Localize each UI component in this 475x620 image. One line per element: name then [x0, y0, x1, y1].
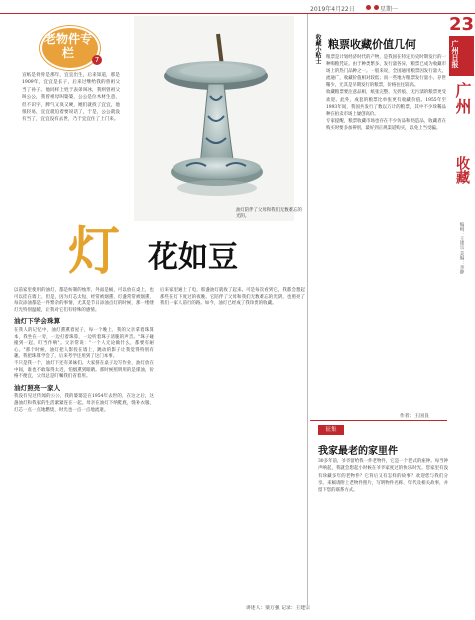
section-rule	[310, 420, 447, 421]
header-rule	[0, 13, 475, 14]
column-logo-text: 老物件专栏	[43, 32, 92, 60]
article-paragraph: 我没有见过传闻的公公，我的婆婆是在1954年去世的，在这之后，这盏油灯和我家的生活紧紧连在一起。母亲在油灯下纳鞋底，缝补衣服，灯芯一点一点地燃烧，时光也一点一点地流逝。	[14, 394, 154, 413]
column-logo	[24, 22, 114, 74]
red-dot-icon	[366, 5, 371, 10]
oil-lamp-illustration	[134, 16, 294, 221]
section-masthead	[448, 14, 475, 620]
editors-credit: 编辑：王建宗 美编：李静	[459, 222, 464, 275]
page-number: 23	[448, 14, 475, 35]
oil-lamp-photo	[134, 16, 294, 221]
article-subhead: 油灯照亮一家人	[14, 383, 61, 392]
article-column-1	[14, 288, 154, 414]
tips-body	[326, 54, 446, 132]
article-paragraph: 后来家里通上了电，那盏油灯就收了起来。可是每次看到它，我都会想起那些在灯下度过的夜晚。它陪伴了父母和我们无数难忘的光阴，也照亮了我们一家人前行的路。如今，油灯已经成了我珍贵的收藏。	[160, 288, 305, 307]
subsection-name: 收藏	[454, 156, 470, 184]
section-name: 广州	[453, 82, 472, 114]
article-paragraph: 不只是我一个，油灯下还有弟妹们。大家挤在桌子边写作业，油灯放在中间，谁也不敢靠得太近，怕烟熏到眼睛。那时候照明用的是煤油，价格不便宜，父母总是叮嘱我们省着用。	[14, 360, 154, 380]
collect-tag: 征集	[318, 425, 344, 435]
article-byline: 讲述人：梁万强 记录：王建宗	[246, 606, 310, 611]
tips-paragraph: 收藏粮票要注意品相，纸张完整、无折痕、无污渍的粮票更受欢迎。此外，成套的粮票比单张更有收藏价值。1955年至1993年间，我国共发行了数以万计的粮票，其中不少珍稀品种在拍卖市场上屡创高价。	[326, 90, 446, 117]
collect-body: 30多年前，爷爷留给我一件老物件，它是一个老式的座钟。每当钟声响起，我就会想起小时候在爷爷家度过的快乐时光。您家里有没有珍藏多年的老物件？它背后又有怎样的故事？欢迎您与我们分享。来稿请附上老物件照片，写明物件名称、年代及相关故事，并留下您的联系方式。	[318, 459, 448, 494]
article-paragraph: 在我人的记忆中，油灯熏熏着屋子，每一个晚上，我的父亲拿着珠算本，我坐在一旁，一边打着珠算，一边听着珠子清脆的声音。"珠子碰撞到一起，叮当作响"。父亲常说："一个人无论做什么，都要有耐心。"那个时候，油灯把人影投在墙上，跳动的影子让我觉得特别有趣。我把珠算学会了，后来考学还用到了这门本事。	[14, 327, 154, 360]
article-headline	[68, 222, 268, 288]
intro-paragraph: 宣纸是骨骨是那年，宜宜出生，后来知道，那是1909年，宜宜是长子，后来过继给我的曾祖父当了孙子。他同样上姓于表弟叫冰，我则曾祖父叫公公，我曾祖母叫婆婆，公公是位木材生意，但不识字，脾气又臭又硬，她们就找了宜宜，他很轻易，宜宜就迫着要说话了，于是，公公就没有当了，宜宜没有去世，乃于宜宜住了上门来。	[22, 73, 120, 123]
tips-byline: 作者：王国良	[400, 414, 429, 419]
tips-paragraph: 专家提醒，粮票收藏市场也存在不少仿品和伪造品，收藏者在购买时要多加辨别，最好到正规渠道购买，以免上当受骗。	[326, 118, 446, 131]
headline-big-char: 灯	[68, 222, 119, 282]
headline-subtitle: 花如豆	[148, 240, 238, 275]
tips-label: 收藏小贴士	[314, 34, 321, 64]
red-ball-icon	[374, 5, 379, 10]
photo-caption: 油灯陪伴了父母和我们无数难忘的光阴。	[236, 208, 302, 219]
tips-paragraph: 粮票是计划经济时代的产物，是我国在特定历史时期发行的一种购粮凭证。由于种类繁多、发行量各异，粮票已成为收藏市场上的热门品种之一。一般来说，全国通用粮票因发行量大、流通广，收藏价值相对较低；而一些地方粮票发行量小、存世稀少，尤其是早期发行的粮票，价格往往较高。	[326, 55, 446, 89]
article-subhead: 油灯下学会珠算	[14, 317, 61, 326]
collect-title: 我家最老的家里件	[318, 446, 398, 457]
header-bar	[310, 3, 470, 13]
article-column-2	[160, 288, 305, 308]
column-divider	[307, 14, 308, 606]
issue-weekday: 星期一	[380, 6, 399, 13]
article-paragraph: 以前家里使用的油灯，都是纺制的烛形，外面是桶，可以放在桌上，也可以挂在墙上，但是，因为灯芯太短，经常被烟熏，灯盏常常被烟熏，每次添油都是一件繁杂的事情，尤其是节日添油点灯的时候，那一缕缕灯光特别温暖，让我对它们有特殊的感情。	[14, 288, 154, 313]
column-issue-badge: 7	[92, 55, 102, 65]
tips-title: 粮票收藏价值几何	[328, 38, 416, 51]
paper-name: 广州日报	[451, 40, 459, 68]
issue-date: 2019年4月22日	[310, 6, 355, 13]
